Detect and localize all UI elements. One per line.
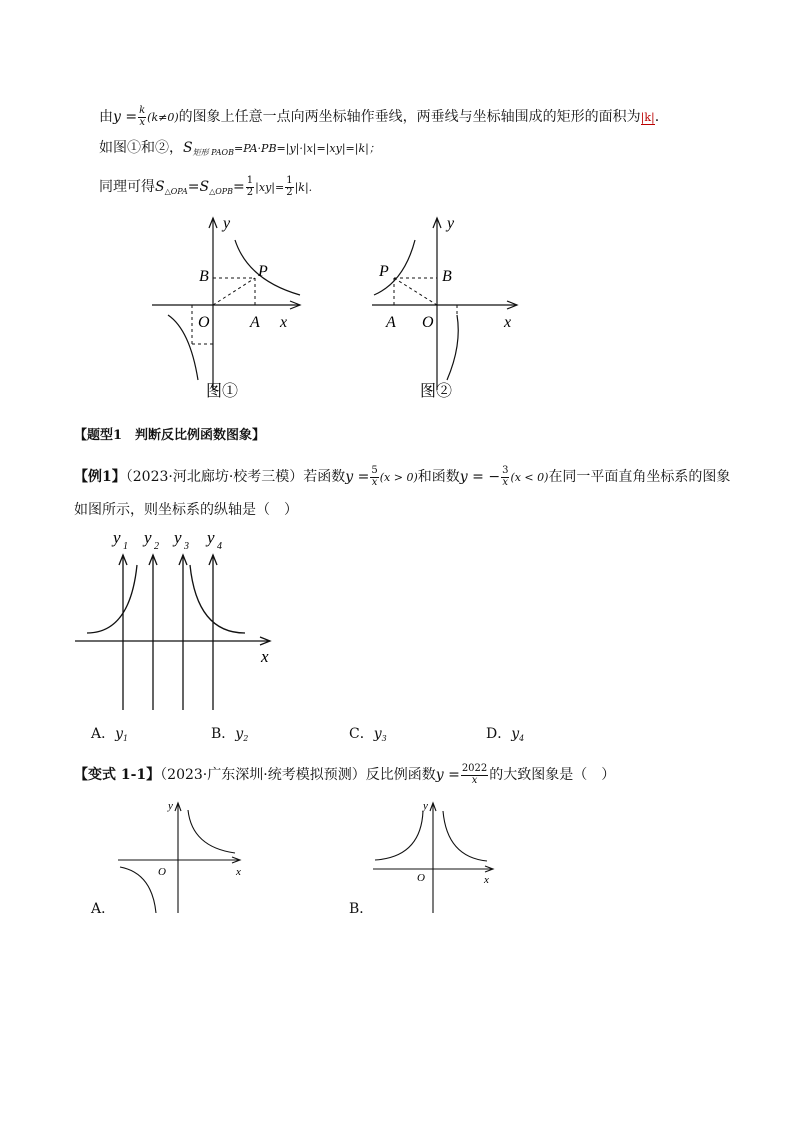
curve-right — [190, 565, 245, 633]
intro-text: 同理可得 — [99, 179, 155, 195]
variant1-option-a[interactable]: A． — [91, 901, 116, 917]
variant-prefix: 【变式 1-1】 — [74, 767, 161, 783]
label-y4: y — [207, 528, 215, 547]
fig1-A-label: A — [250, 314, 260, 331]
intro-line-1: 由y = $\frac{k}{x}$ (k≠0)的图象上任意一点向两坐标轴作垂线，两垂线与坐标轴围成的矩形的面积为|k|. — [99, 105, 660, 128]
section-title: 【题型1 判断反比例函数图象】 — [74, 428, 266, 443]
svg-text:O: O — [158, 866, 166, 878]
branch-q3 — [120, 867, 156, 913]
svg-text:x: x — [484, 874, 489, 886]
example1-option-b[interactable]: B．$y_2$ — [211, 726, 249, 743]
intro-text: 如图①和②， — [99, 140, 183, 156]
branch-q1 — [188, 810, 235, 853]
label-y1: y — [113, 528, 121, 547]
example1-graph — [65, 525, 290, 710]
fig1-caption: 图① — [206, 383, 239, 400]
hyperbola-branch-q3 — [168, 315, 198, 380]
area-subscript: 矩形 PAOB — [192, 148, 234, 157]
example1-line-2: 如图所示，则坐标系的纵轴是（ ） — [74, 502, 298, 518]
k-condition: (k≠0) — [147, 111, 179, 124]
intro-line-2: 如图①和②，$S_{矩形 PAOB}=PA\cdot PB=|y|\cdot|x|=|xy|=|k|$； — [99, 140, 380, 157]
fig2-P-label: P — [379, 263, 389, 280]
label-y2: y — [144, 528, 152, 547]
variant1-graph-b — [365, 795, 515, 915]
fig2-caption: 图② — [420, 383, 453, 400]
variant1-graph-a — [110, 795, 260, 915]
fig1-O-label: O — [198, 314, 210, 331]
example-prefix: 【例1】 — [74, 469, 126, 485]
k-over-x-fraction: $\frac{k}{x}$ — [139, 105, 146, 128]
example1-line-1: 【例1】（2023·河北廊坊·校考三模）若函数y = $\frac{5}{x}$ (x > 0)和函数y = − $\frac{3}{x}$ (x < 0)在同一平面直角坐标系的图象 — [74, 465, 731, 488]
fig1-B-label: B — [199, 268, 209, 285]
curve-left — [87, 565, 137, 633]
example1-option-a[interactable]: A．$y_1$ — [91, 726, 129, 743]
example1-option-c[interactable]: C．$y_3$ — [349, 726, 387, 743]
fig2-y-label: y — [447, 215, 455, 232]
hyperbola-branch-q4 — [447, 315, 458, 380]
svg-text:3: 3 — [184, 541, 189, 552]
svg-text:O: O — [417, 872, 425, 884]
fig2-x-label: x — [504, 314, 512, 331]
variant1-line: 【变式 1-1】（2023·广东深圳·统考模拟预测）反比例函数y = $\frac{2022}{x}$ 的大致图象是（ ） — [74, 763, 616, 786]
fig2-B-label: B — [442, 268, 452, 285]
example1-option-d[interactable]: D．$y_4$ — [486, 726, 525, 743]
area-formula: =PA·PB=|y|·|x|=|xy|=|k|； — [234, 142, 380, 155]
intro-line-3: 同理可得$S_{\triangle OPA}=S_{\triangle OPB}=$ $\frac{1}{2}$ |xy|= $\frac{1}{2}$ |k|. — [99, 175, 313, 198]
fig2-A-label: A — [386, 314, 396, 331]
svg-text:1: 1 — [123, 541, 128, 552]
label-y3: y — [174, 528, 182, 547]
svg-text:2: 2 — [154, 541, 159, 552]
svg-text:4: 4 — [217, 541, 222, 552]
svg-text:y: y — [423, 800, 428, 812]
branch-q2 — [375, 811, 423, 860]
fig1-x-label: x — [280, 314, 288, 331]
variant1-option-b[interactable]: B． — [349, 901, 374, 917]
fig1-y-label: y — [223, 215, 231, 232]
branch-q1 — [443, 811, 487, 861]
svg-text:x: x — [236, 866, 241, 878]
intro-text-2: 的图象上任意一点向两坐标轴作垂线，两垂线与坐标轴围成的矩形的面积为 — [178, 109, 641, 125]
intro-text: 由 — [99, 109, 113, 125]
abs-k: |k| — [640, 111, 655, 124]
variant-source: （2023·广东深圳·统考模拟预测）反比例函数 — [160, 767, 436, 783]
figure-1 — [140, 210, 315, 400]
fig1-P-label: P — [258, 263, 268, 280]
example-source: （2023·河北廊坊·校考三模）若函数 — [125, 469, 346, 485]
fig2-O-label: O — [422, 314, 434, 331]
label-x: x — [261, 647, 269, 666]
figure-2 — [362, 210, 527, 400]
svg-text:y: y — [168, 800, 173, 812]
